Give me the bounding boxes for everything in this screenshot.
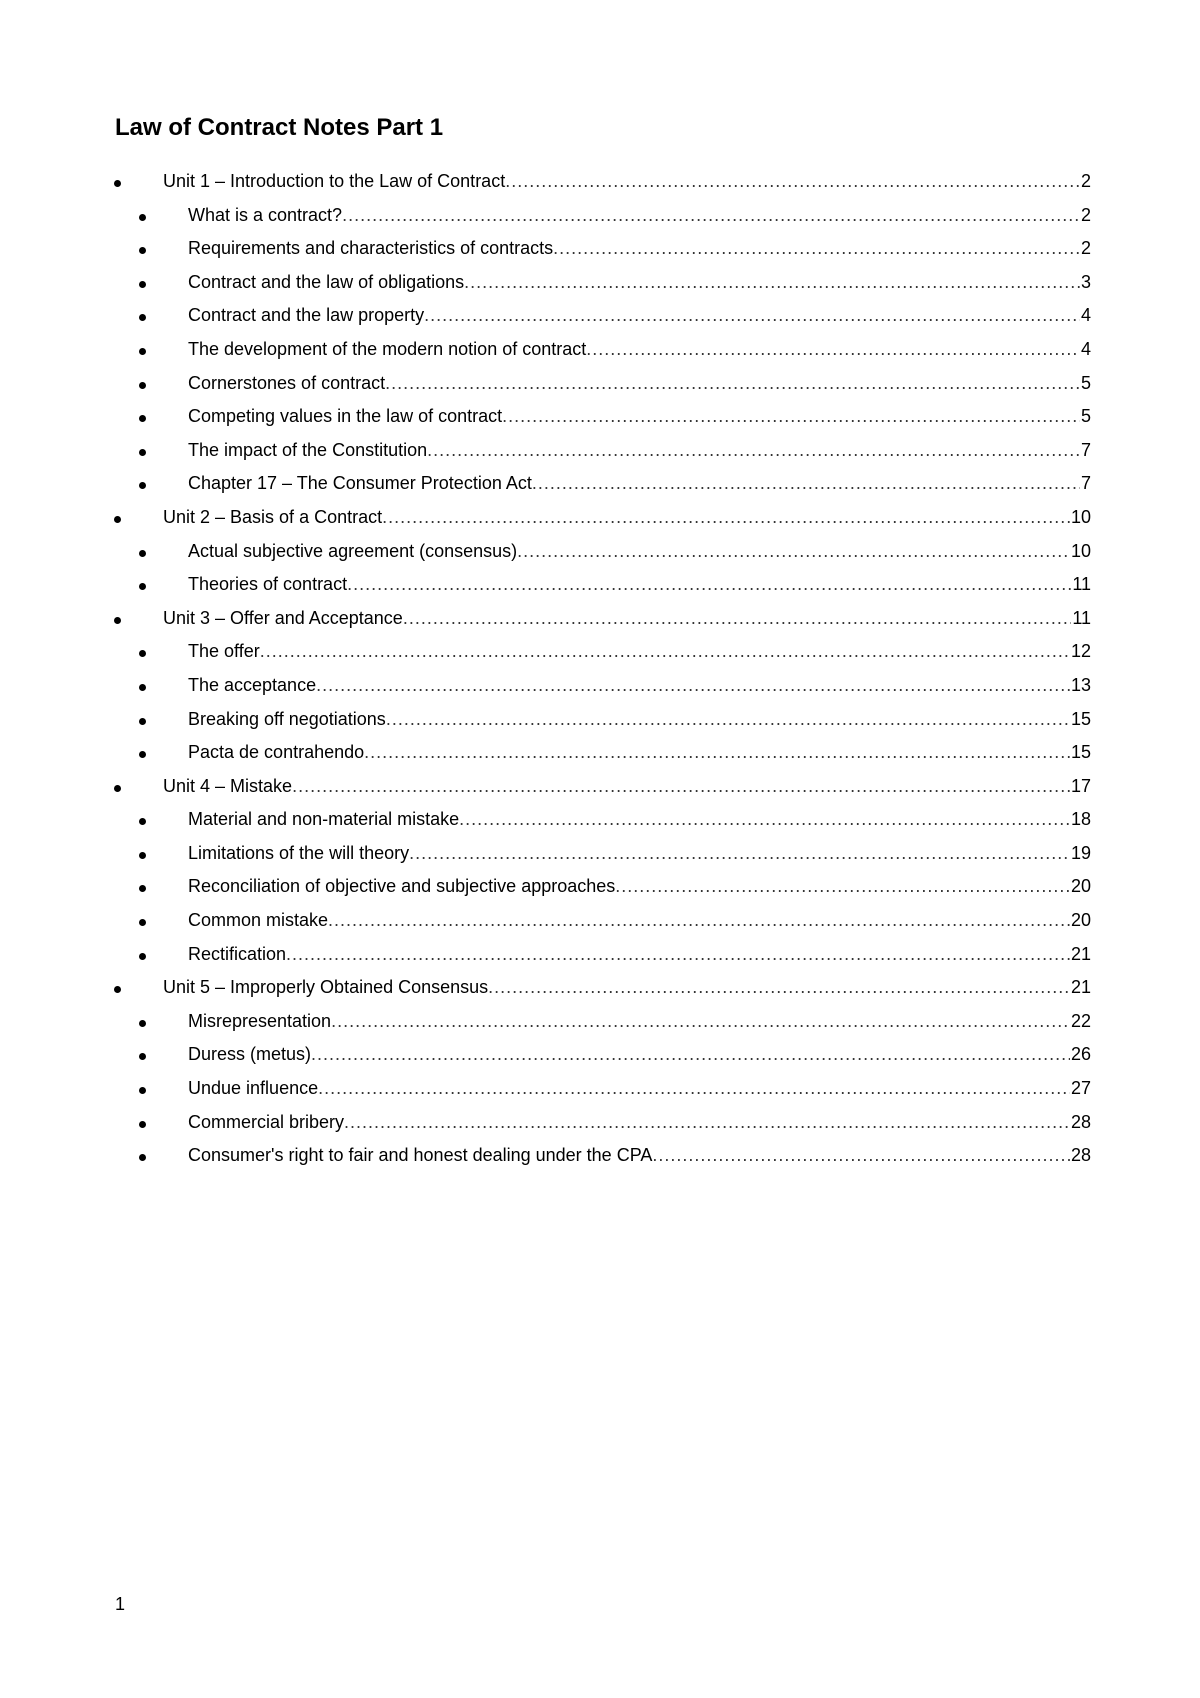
toc-page-number: 2 bbox=[1080, 204, 1091, 225]
toc-page-number: 26 bbox=[1070, 1044, 1091, 1065]
toc-entry-link[interactable] bbox=[188, 266, 1091, 300]
toc-entry-link[interactable] bbox=[188, 1038, 1091, 1072]
bullet-icon bbox=[114, 516, 121, 523]
dot-leader bbox=[344, 1106, 1070, 1140]
toc-entry-label: The acceptance bbox=[188, 674, 317, 695]
toc-entry-label: Cornerstones of contract bbox=[188, 372, 386, 393]
toc-entry-label: Material and non-material mistake bbox=[188, 809, 460, 830]
toc-page-number: 4 bbox=[1080, 305, 1091, 326]
toc-entry-label: Theories of contract bbox=[188, 574, 348, 595]
dot-leader bbox=[311, 1038, 1070, 1072]
bullet-icon bbox=[139, 919, 146, 926]
table-of-contents bbox=[108, 165, 1091, 1173]
toc-subentry[interactable] bbox=[108, 1072, 1091, 1106]
bullet-icon bbox=[139, 1154, 146, 1161]
toc-unit-entry[interactable] bbox=[108, 501, 1091, 535]
toc-page-number: 27 bbox=[1070, 1078, 1091, 1099]
toc-page-number: 2 bbox=[1080, 238, 1091, 259]
toc-subentry[interactable] bbox=[108, 703, 1091, 737]
toc-entry-label: Reconciliation of objective and subjective approaches bbox=[188, 876, 616, 897]
toc-subentry[interactable] bbox=[108, 299, 1091, 333]
toc-entry-label: Unit 1 – Introduction to the Law of Contract bbox=[163, 171, 506, 191]
toc-subentry[interactable] bbox=[108, 367, 1091, 401]
toc-entry-label: Chapter 17 – The Consumer Protection Act bbox=[188, 473, 532, 494]
toc-page-number: 11 bbox=[1072, 607, 1091, 628]
toc-entry-link[interactable] bbox=[163, 165, 1091, 199]
bullet-icon bbox=[139, 482, 146, 489]
bullet-icon bbox=[139, 885, 146, 892]
toc-subentry[interactable] bbox=[108, 669, 1091, 703]
dot-leader bbox=[409, 837, 1070, 871]
dot-leader bbox=[342, 199, 1080, 233]
dot-leader bbox=[532, 467, 1080, 501]
toc-entry-label: Undue influence bbox=[188, 1078, 319, 1099]
toc-page-number: 7 bbox=[1080, 439, 1091, 460]
bullet-icon bbox=[114, 785, 121, 792]
document-title: Law of Contract Notes Part 1 bbox=[115, 114, 444, 141]
toc-entry-label: The development of the modern notion of contract bbox=[188, 338, 587, 359]
toc-page-number: 20 bbox=[1070, 876, 1091, 897]
toc-entry-label: Misrepresentation bbox=[188, 1010, 332, 1031]
toc-entry-link[interactable] bbox=[163, 770, 1091, 804]
toc-entry-link[interactable] bbox=[163, 501, 1091, 535]
toc-entry-link[interactable] bbox=[188, 904, 1091, 938]
toc-page-number: 21 bbox=[1070, 977, 1091, 998]
toc-unit-entry[interactable] bbox=[108, 971, 1091, 1005]
toc-entry-label: Unit 3 – Offer and Acceptance bbox=[163, 607, 403, 628]
bullet-icon bbox=[139, 852, 146, 859]
toc-entry-label: Contract and the law property bbox=[188, 305, 425, 326]
toc-entry-link[interactable] bbox=[188, 736, 1091, 770]
toc-entry-label: Limitations of the will theory bbox=[188, 842, 410, 863]
toc-page-number: 28 bbox=[1070, 1145, 1091, 1166]
toc-page-number: 28 bbox=[1070, 1111, 1091, 1132]
toc-entry-link[interactable] bbox=[188, 1139, 1091, 1173]
toc-entry-label: Actual subjective agreement (consensus) bbox=[188, 540, 518, 561]
toc-entry-label: Breaking off negotiations bbox=[188, 708, 386, 729]
toc-subentry[interactable] bbox=[108, 870, 1091, 904]
toc-entry-link[interactable] bbox=[163, 602, 1091, 636]
bullet-icon bbox=[139, 650, 146, 657]
toc-entry-link[interactable] bbox=[188, 232, 1091, 266]
toc-subentry[interactable] bbox=[108, 232, 1091, 266]
toc-subentry[interactable] bbox=[108, 535, 1091, 569]
toc-entry-label: What is a contract? bbox=[188, 204, 343, 225]
dot-leader bbox=[331, 1005, 1070, 1039]
toc-page-number: 7 bbox=[1080, 473, 1091, 494]
toc-page-number: 10 bbox=[1070, 540, 1091, 561]
toc-entry-link[interactable] bbox=[188, 467, 1091, 501]
bullet-icon bbox=[139, 214, 146, 221]
toc-subentry[interactable] bbox=[108, 1005, 1091, 1039]
toc-entry-label: Unit 5 – Improperly Obtained Consensus bbox=[163, 977, 489, 998]
toc-entry-label: Duress (metus) bbox=[188, 1044, 312, 1065]
toc-page-number: 13 bbox=[1070, 674, 1091, 695]
toc-subentry[interactable] bbox=[108, 736, 1091, 770]
toc-page-number: 5 bbox=[1080, 406, 1091, 427]
toc-entry-label: Pacta de contrahendo bbox=[188, 742, 365, 763]
toc-page-number: 5 bbox=[1080, 372, 1091, 393]
toc-page-number: 18 bbox=[1070, 809, 1091, 830]
toc-page-number: 2 bbox=[1080, 171, 1091, 191]
bullet-icon bbox=[139, 348, 146, 355]
bullet-icon bbox=[139, 247, 146, 254]
toc-entry-label: Competing values in the law of contract bbox=[188, 406, 503, 427]
bullet-icon bbox=[139, 415, 146, 422]
bullet-icon bbox=[139, 953, 146, 960]
toc-entry-link[interactable] bbox=[188, 938, 1091, 972]
toc-page-number: 10 bbox=[1070, 506, 1091, 527]
dot-leader bbox=[364, 736, 1070, 770]
toc-entry-link[interactable] bbox=[188, 434, 1091, 468]
toc-subentry[interactable] bbox=[108, 400, 1091, 434]
toc-subentry[interactable] bbox=[108, 199, 1091, 233]
bullet-icon bbox=[139, 550, 146, 557]
dot-leader bbox=[502, 400, 1080, 434]
toc-page-number: 15 bbox=[1070, 742, 1091, 763]
toc-subentry[interactable] bbox=[108, 333, 1091, 367]
toc-entry-label: Contract and the law of obligations bbox=[188, 271, 465, 292]
toc-unit-entry[interactable] bbox=[108, 602, 1091, 636]
bullet-icon bbox=[114, 617, 121, 624]
bullet-icon bbox=[139, 583, 146, 590]
page-number: 1 bbox=[115, 1594, 126, 1614]
bullet-icon bbox=[139, 449, 146, 456]
toc-page-number: 19 bbox=[1070, 842, 1091, 863]
toc-entry-link[interactable] bbox=[188, 635, 1091, 669]
dot-leader bbox=[260, 635, 1070, 669]
toc-entry-link[interactable] bbox=[188, 703, 1091, 737]
dot-leader bbox=[382, 501, 1070, 535]
toc-entry-link[interactable] bbox=[188, 837, 1091, 871]
bullet-icon bbox=[139, 382, 146, 389]
dot-leader bbox=[328, 904, 1070, 938]
toc-unit-entry[interactable] bbox=[108, 165, 1091, 199]
toc-page-number: 3 bbox=[1080, 271, 1091, 292]
bullet-icon bbox=[139, 1053, 146, 1060]
dot-leader bbox=[652, 1139, 1070, 1173]
dot-leader bbox=[292, 770, 1070, 804]
toc-page-number: 20 bbox=[1070, 910, 1091, 931]
toc-subentry[interactable] bbox=[108, 837, 1091, 871]
dot-leader bbox=[464, 266, 1080, 300]
toc-entry-label: Rectification bbox=[188, 943, 287, 964]
toc-subentry[interactable] bbox=[108, 568, 1091, 602]
toc-page-number: 22 bbox=[1070, 1010, 1091, 1031]
toc-subentry[interactable] bbox=[108, 467, 1091, 501]
toc-entry-label: Common mistake bbox=[188, 910, 329, 931]
dot-leader bbox=[424, 299, 1080, 333]
toc-entry-link[interactable] bbox=[188, 199, 1091, 233]
toc-page-number: 21 bbox=[1070, 943, 1091, 964]
toc-page-number: 12 bbox=[1070, 641, 1091, 662]
toc-entry-link[interactable] bbox=[188, 400, 1091, 434]
bullet-icon bbox=[139, 818, 146, 825]
dot-leader bbox=[316, 669, 1070, 703]
toc-entry-label: The offer bbox=[188, 641, 260, 662]
toc-page-number: 11 bbox=[1072, 574, 1091, 595]
toc-subentry[interactable] bbox=[108, 635, 1091, 669]
dot-leader bbox=[615, 870, 1070, 904]
bullet-icon bbox=[139, 684, 146, 691]
dot-leader bbox=[553, 232, 1080, 266]
toc-entry-link[interactable] bbox=[188, 1005, 1091, 1039]
dot-leader bbox=[385, 367, 1080, 401]
toc-subentry[interactable] bbox=[108, 938, 1091, 972]
toc-subentry[interactable] bbox=[108, 1106, 1091, 1140]
toc-entry-link[interactable] bbox=[188, 669, 1091, 703]
toc-entry-label: Unit 4 – Mistake bbox=[163, 775, 293, 796]
toc-subentry[interactable] bbox=[108, 904, 1091, 938]
toc-entry-label: Consumer's right to fair and honest dealing under the CPA bbox=[188, 1145, 653, 1166]
toc-entry-link[interactable] bbox=[188, 1106, 1091, 1140]
dot-leader bbox=[286, 938, 1070, 972]
bullet-icon bbox=[139, 281, 146, 288]
toc-entry-link[interactable] bbox=[188, 299, 1091, 333]
bullet-icon bbox=[139, 718, 146, 725]
toc-subentry[interactable] bbox=[108, 803, 1091, 837]
dot-leader bbox=[488, 971, 1070, 1005]
dot-leader bbox=[386, 703, 1070, 737]
dot-leader bbox=[586, 333, 1080, 367]
dot-leader bbox=[403, 602, 1071, 636]
toc-entry-link[interactable] bbox=[188, 333, 1091, 367]
toc-entry-link[interactable] bbox=[188, 535, 1091, 569]
toc-subentry[interactable] bbox=[108, 266, 1091, 300]
toc-entry-link[interactable] bbox=[163, 971, 1091, 1005]
toc-entry-label: Requirements and characteristics of contracts bbox=[188, 238, 554, 259]
bullet-icon bbox=[139, 1020, 146, 1027]
toc-page-number: 17 bbox=[1070, 775, 1091, 796]
dot-leader bbox=[347, 568, 1071, 602]
toc-page-number: 4 bbox=[1080, 338, 1091, 359]
dot-leader bbox=[505, 165, 1080, 199]
toc-subentry[interactable] bbox=[108, 434, 1091, 468]
toc-entry-link[interactable] bbox=[188, 870, 1091, 904]
bullet-icon bbox=[114, 180, 121, 187]
bullet-icon bbox=[139, 1087, 146, 1094]
toc-subentry[interactable] bbox=[108, 1139, 1091, 1173]
toc-entry-label: Commercial bribery bbox=[188, 1111, 345, 1132]
toc-entry-label: Unit 2 – Basis of a Contract bbox=[163, 506, 383, 527]
toc-entry-link[interactable] bbox=[188, 367, 1091, 401]
toc-subentry[interactable] bbox=[108, 1038, 1091, 1072]
bullet-icon bbox=[139, 751, 146, 758]
bullet-icon bbox=[139, 1121, 146, 1128]
dot-leader bbox=[459, 803, 1070, 837]
dot-leader bbox=[427, 434, 1080, 468]
toc-entry-link[interactable] bbox=[188, 803, 1091, 837]
toc-page-number: 15 bbox=[1070, 708, 1091, 729]
toc-entry-label: The impact of the Constitution bbox=[188, 439, 428, 460]
dot-leader bbox=[318, 1072, 1070, 1106]
toc-entry-link[interactable] bbox=[188, 1072, 1091, 1106]
bullet-icon bbox=[114, 986, 121, 993]
toc-entry-link[interactable] bbox=[188, 568, 1091, 602]
bullet-icon bbox=[139, 314, 146, 321]
toc-unit-entry[interactable] bbox=[108, 770, 1091, 804]
dot-leader bbox=[517, 535, 1070, 569]
